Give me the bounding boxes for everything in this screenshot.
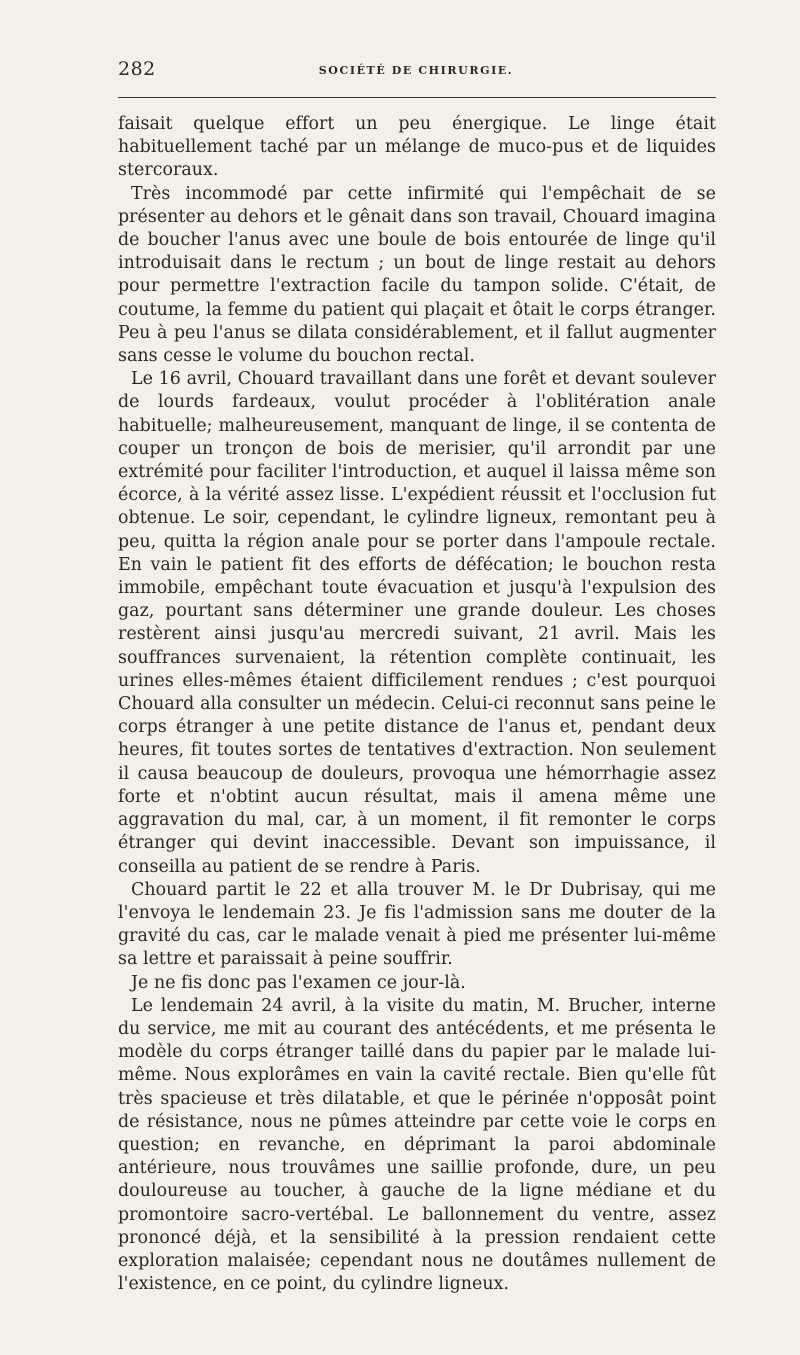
paragraph: Le 16 avril, Chouard travaillant dans une forêt et devant soulever de lourds fardeaux, voulut procéder à l'oblitération anale habituelle; malheureusement, manquant de linge, il se contenta de couper un tronçon de bois de merisier, qu'il arrondit par une extrémité pour faciliter l'introduction, et auquel il laissa même son écorce, à la vérité assez lisse. L'expédient réussit et l'occlusion fut obtenue. Le soir, cependant, le cylindre ligneux, remontant peu à peu, quitta la région anale pour se porter dans l'ampoule rectale. En vain le patient fit des efforts de défécation; le bouchon resta immobile, empêchant toute évacuation et jusqu'à l'expulsion des gaz, pourtant sans déterminer une grande douleur. Les choses restèrent ainsi jusqu'au mercredi suivant, 21 avril. Mais les souffrances survenaient, la rétention complète continuait, les urines elles-mêmes étaient difficilement rendues ; c'est pourquoi Chouard alla consulter un médecin. Celui-ci reconnut sans peine le corps étranger à une petite distance de l'anus et, pendant deux heures, fit toutes sortes de tentatives d'extraction. Non seulement il causa beaucoup de douleurs, provoqua une hémorrhagie assez forte et n'obtint aucun résultat, mais il amena même une aggravation du mal, car, à un moment, il fit remonter le corps étranger qui devint inaccessible. Devant son impuissance, il conseilla au patient de se rendre à Paris. xyxy=(118,369,716,877)
paragraph: Le lendemain 24 avril, à la visite du matin, M. Brucher, interne du service, me mit au courant des antécédents, et me présenta le modèle du corps étranger taillé dans du papier par le malade lui-même. Nous explorâmes en vain la cavité rectale. Bien qu'elle fût très spacieuse et très dilatable, et que le périnée n'opposât point de résistance, nous ne pûmes atteindre par cette voie le corps en question; en revanche, en déprimant la paroi abdominale antérieure, nous trouvâmes une saillie profonde, dure, un peu douloureuse au toucher, à gauche de la ligne médiane et du promontoire sacro-vertébal. Le ballonnement du ventre, assez prononcé déjà, et la sensibilité à la pression rendaient cette exploration malaisée; cependant nous ne doutâmes nullement de l'existence, en ce point, du cylindre ligneux. xyxy=(118,995,716,1295)
paragraph: Très incommodé par cette infirmité qui l'empêchait de se présenter au dehors et le gênait dans son travail, Chouard imagina de boucher l'anus avec une boule de bois entourée de linge qu'il introduisait dans le rectum ; un bout de linge restait au dehors pour permettre l'extraction facile du tampon solide. C'était, de coutume, la femme du patient qui plaçait et ôtait le corps étranger. Peu à peu l'anus se dilata considérablement, et il fallut augmenter sans cesse le volume du bouchon rectal. xyxy=(118,183,716,367)
paragraph: Je ne fis donc pas l'examen ce jour-là. xyxy=(131,972,466,993)
running-head: SOCIÉTÉ DE CHIRURGIE. xyxy=(318,64,514,77)
paragraph-continuation: faisait quelque effort un peu énergique. Le linge était habituellement taché par un mélange de muco-pus et de liquides stercoraux. xyxy=(118,114,716,181)
header-rule xyxy=(118,97,716,98)
page-number: 282 xyxy=(118,58,156,80)
page-header xyxy=(118,58,714,88)
paragraph: Chouard partit le 22 et alla trouver M. le Dr Dubrisay, qui me l'envoya le lendemain 23. Je fis l'admission sans me douter de la gravité du cas, car le malade venait à pied me présenter lui-même sa lettre et paraissait à peine souffrir. xyxy=(118,879,716,970)
body-text xyxy=(118,113,716,1296)
